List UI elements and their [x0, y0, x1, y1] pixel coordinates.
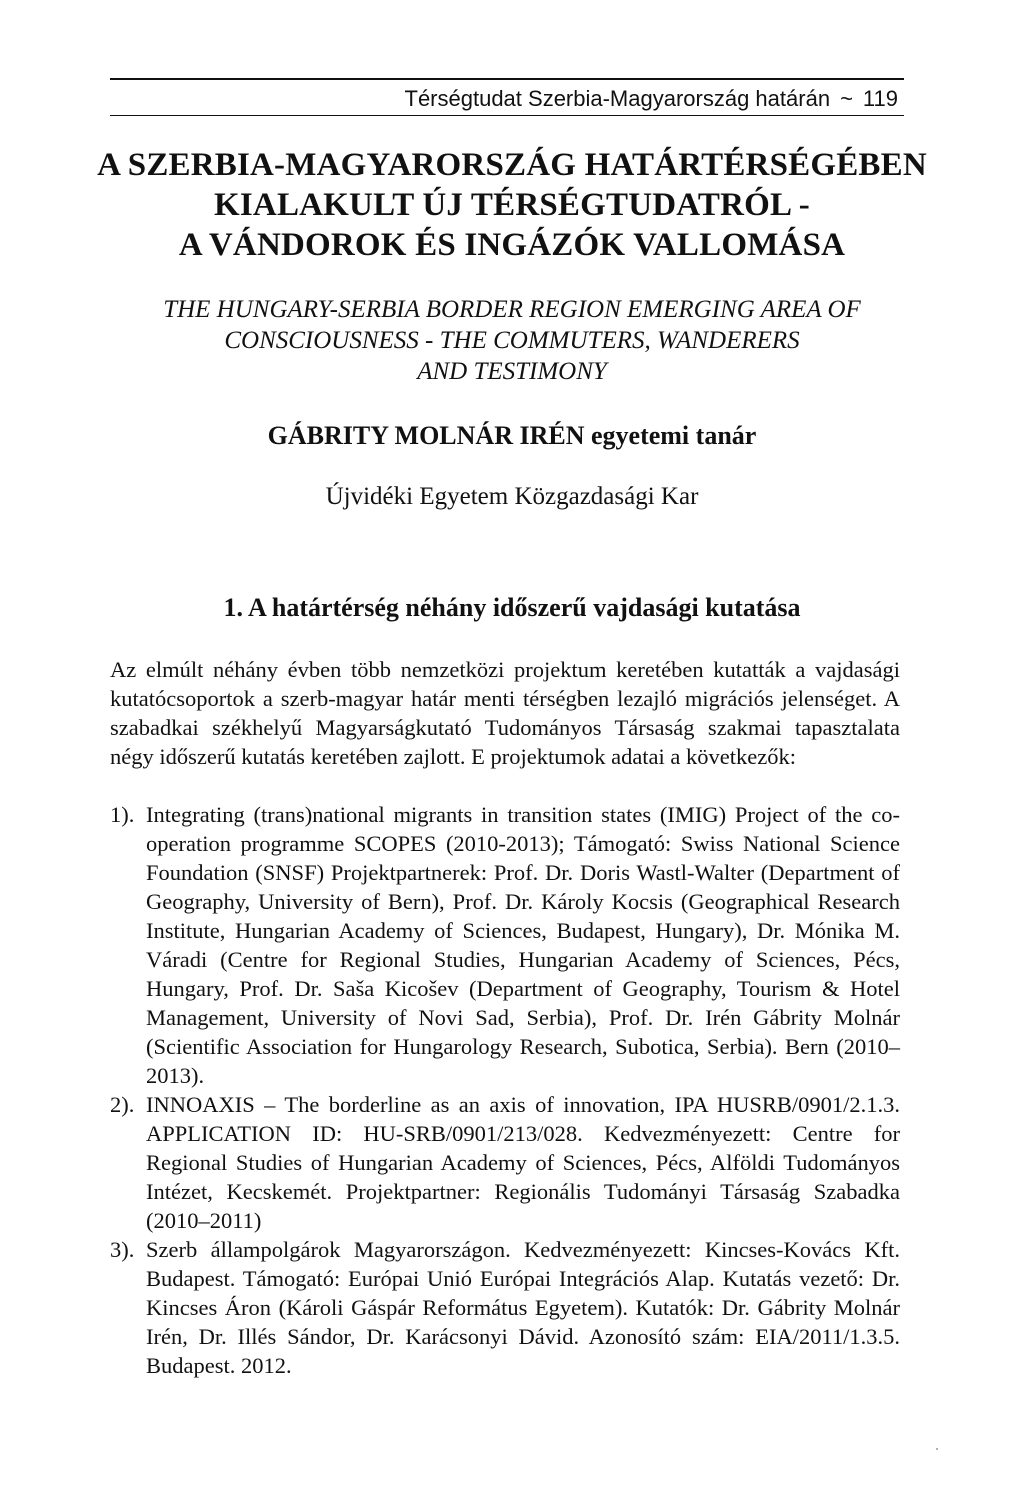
- running-head: [110, 78, 904, 116]
- project-text: INNOAXIS – The borderline as an axis of innovation, IPA HUSRB/0901/2.1.3. APPLICATION ID: HU-SRB/0901/213/028. Kedvezményezett: Centre for Regional Studies of Hungarian Academy of Sciences, Pécs, Alföldi Tudományos Intézet, Kecskemét. Projektpartner: Regionális Tudományi Társaság Szabadka (2010–2011): [146, 1092, 900, 1233]
- project-number: 3).: [110, 1237, 135, 1262]
- project-number: 1).: [110, 802, 135, 827]
- project-list: [110, 800, 900, 1380]
- header-rule-top: [110, 78, 904, 80]
- author-name: GÁBRITY MOLNÁR IRÉN: [267, 421, 585, 450]
- english-title-line-1: THE HUNGARY-SERBIA BORDER REGION EMERGING AREA OF: [163, 296, 861, 323]
- running-head-separator: ~: [840, 86, 853, 111]
- header-rule-bottom: [110, 115, 904, 116]
- project-list-item: [110, 800, 900, 1090]
- article-title-line-1: A SZERBIA-MAGYARORSZÁG HATÁRTÉRSÉGÉBEN: [97, 147, 927, 183]
- author-line: [60, 420, 964, 452]
- project-number: 2).: [110, 1092, 135, 1117]
- english-title-line-2: CONSCIOUSNESS - THE COMMUTERS, WANDERERS: [224, 327, 800, 354]
- intro-paragraph: Az elmúlt néhány évben több nemzetközi projektum keretében kutatták a vajdasági kutatócsoportok a szerb-magyar határ menti térségben lezajló migrációs jelenséget. A szabadkai székhelyű Magyarságkutató Tudományos Társaság szakmai tapasztalata négy időszerű kutatás keretében zajlott. E projektumok adatai a következők:: [110, 657, 900, 769]
- project-text: Szerb állampolgárok Magyarországon. Kedvezményezett: Kincses-Kovács Kft. Budapest. Támogató: Európai Unió Európai Integrációs Alap. Kutatás vezető: Dr. Kincses Áron (Károli Gáspár Református Egyetem). Kutatók: Dr. Gábrity Molnár Irén, Dr. Illés Sándor, Dr. Karácsonyi Dávid. Azonosító szám: EIA/2011/1.3.5. Budapest. 2012.: [146, 1237, 900, 1378]
- english-title-line-3: AND TESTIMONY: [417, 358, 607, 385]
- project-list-item: [110, 1090, 900, 1235]
- scan-speck: [936, 1448, 938, 1450]
- running-head-title: Térségtudat Szerbia-Magyarország határán: [404, 86, 831, 111]
- article-title-line-3: A VÁNDOROK ÉS INGÁZÓK VALLOMÁSA: [178, 227, 846, 263]
- running-head-text: [405, 86, 899, 112]
- article-title: [60, 145, 964, 265]
- project-text: Integrating (trans)national migrants in transition states (IMIG) Project of the co-operation programme SCOPES (2010-2013); Támogató: Swiss National Science Foundation (SNSF) Projektpartnerek: Prof. Dr. Doris Wastl-Walter (Department of Geography, University of Bern), Prof. Dr. Károly Kocsis (Geographical Research Institute, Hungarian Academy of Sciences, Budapest, Hungary), Dr. Mónika M. Váradi (Centre for Regional Studies, Hungarian Academy of Sciences, Pécs, Hungary, Prof. Dr. Saša Kicošev (Department of Geography, Tourism & Hotel Management, University of Novi Sad, Serbia), Prof. Dr. Irén Gábrity Molnár (Scientific Association for Hungarology Research, Subotica, Serbia). Bern (2010–2013).: [146, 802, 900, 1088]
- affiliation: Újvidéki Egyetem Közgazdasági Kar: [325, 483, 699, 510]
- article-title-line-2: KIALAKULT ÚJ TÉRSÉGTUDATRÓL -: [214, 187, 810, 223]
- english-title: [60, 294, 964, 387]
- page-number: 119: [862, 86, 898, 111]
- section-heading: 1. A határtérség néhány időszerű vajdasági kutatása: [223, 593, 801, 622]
- author-role: egyetemi tanár: [591, 421, 757, 450]
- project-list-item: [110, 1235, 900, 1380]
